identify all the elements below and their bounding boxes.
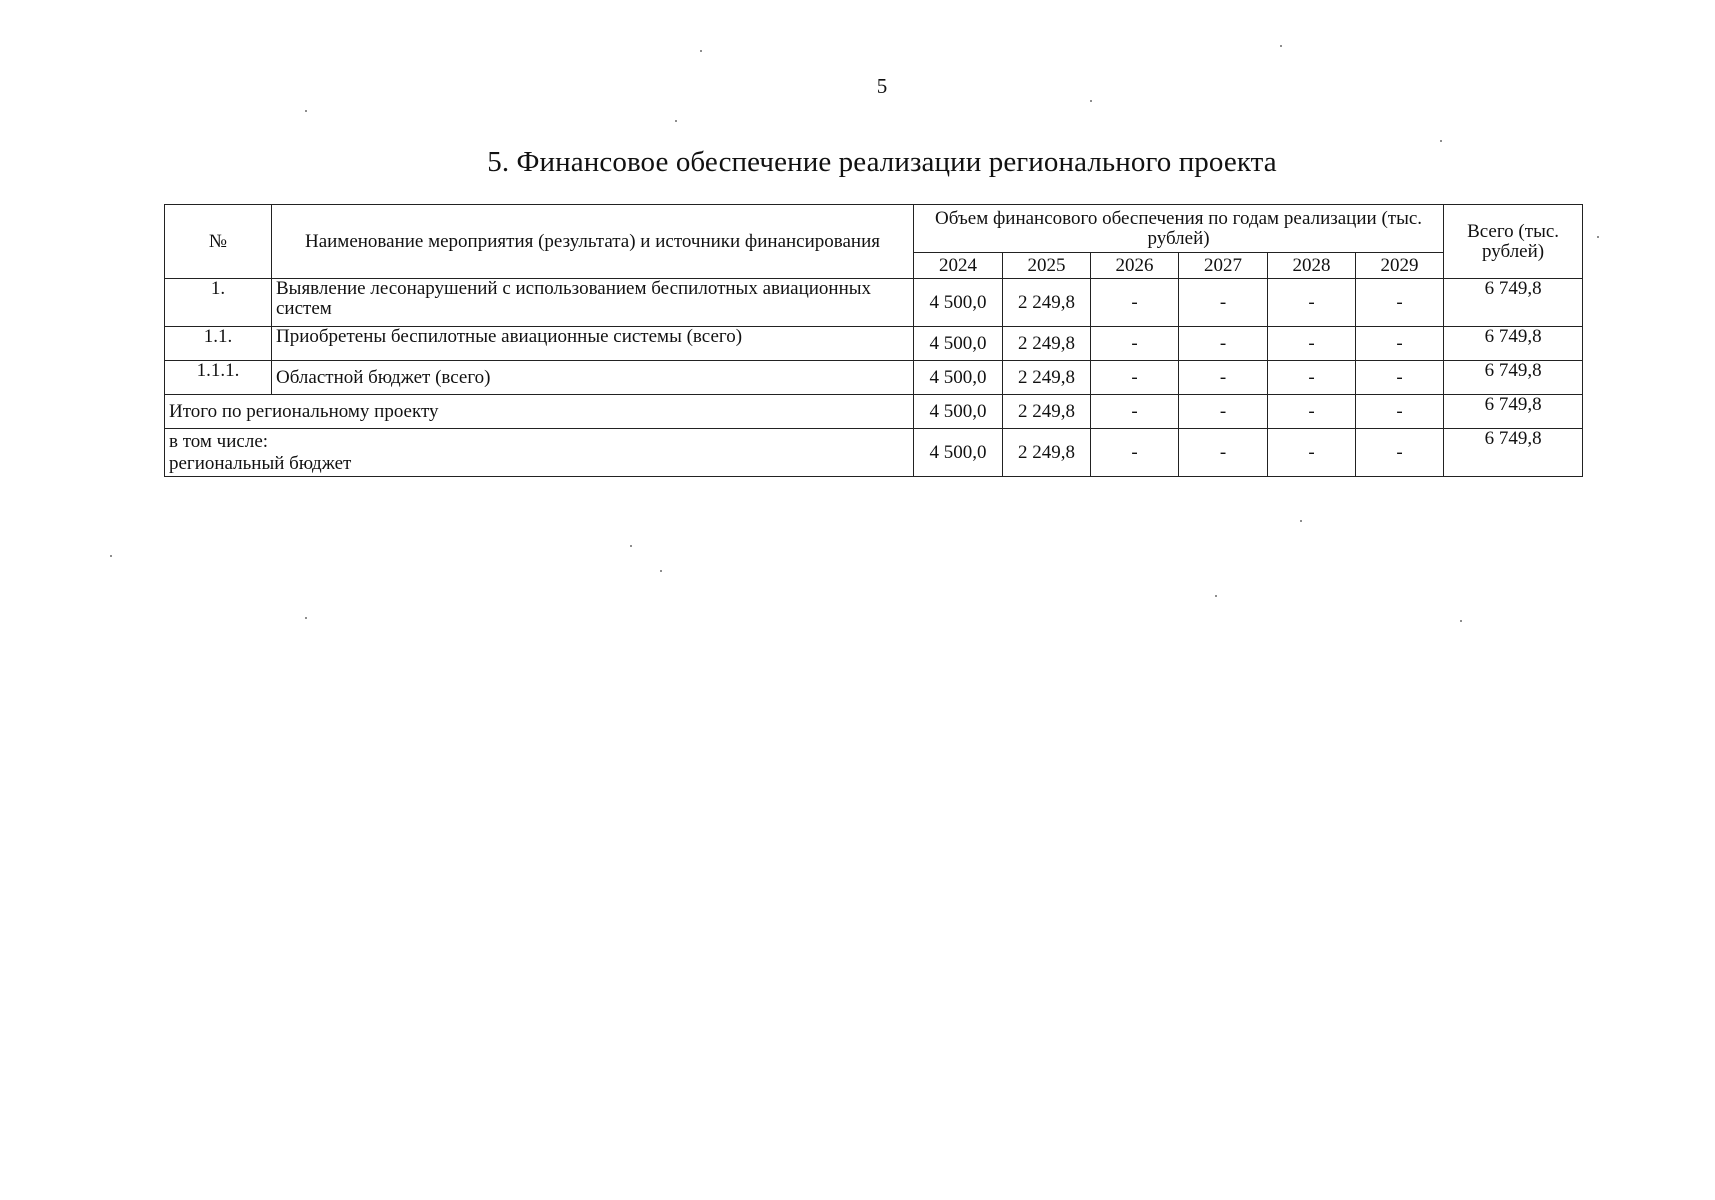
row-value: -: [1091, 279, 1179, 327]
row-value: 2 249,8: [1003, 361, 1091, 395]
row-value: -: [1179, 361, 1268, 395]
row-value: 4 500,0: [914, 279, 1003, 327]
scan-speck: [1215, 595, 1217, 597]
header-year: 2025: [1003, 253, 1091, 279]
summary-value: 4 500,0: [914, 395, 1003, 429]
scan-speck: [1300, 520, 1302, 522]
including-value: 4 500,0: [914, 429, 1003, 477]
row-value: -: [1356, 279, 1444, 327]
scan-speck: [1280, 45, 1282, 47]
table-summary-row: [165, 395, 1583, 429]
page-number: 5: [876, 74, 888, 98]
table-row: [165, 327, 1583, 361]
scan-speck: [1597, 236, 1599, 238]
header-total: Всего (тыс. рублей): [1444, 205, 1583, 279]
header-volume: Объем финансового обеспечения по годам реализации (тыс. рублей): [914, 205, 1444, 253]
section-title: 5. Финансовое обеспечение реализации регионального проекта: [487, 146, 1277, 178]
including-value: -: [1356, 429, 1444, 477]
row-value: 2 249,8: [1003, 327, 1091, 361]
row-value: -: [1091, 361, 1179, 395]
scan-speck: [305, 617, 307, 619]
scan-speck: [675, 120, 677, 122]
row-name: Областной бюджет (всего): [272, 361, 914, 395]
including-value: -: [1179, 429, 1268, 477]
row-value: -: [1179, 279, 1268, 327]
scan-speck: [1440, 140, 1442, 142]
row-value: -: [1268, 361, 1356, 395]
scan-speck: [1460, 620, 1462, 622]
scan-speck: [700, 50, 702, 52]
row-name: Выявление лесонарушений с использованием беспилотных авиационных систем: [272, 279, 914, 327]
scan-speck: [305, 110, 307, 112]
summary-total: 6 749,8: [1444, 395, 1583, 429]
row-number: 1.1.: [165, 327, 272, 361]
including-value: -: [1091, 429, 1179, 477]
row-total: 6 749,8: [1444, 327, 1583, 361]
table-including-row: [165, 429, 1583, 477]
summary-value: -: [1091, 395, 1179, 429]
row-value: 2 249,8: [1003, 279, 1091, 327]
summary-label: Итого по региональному проекту: [165, 395, 914, 429]
row-total: 6 749,8: [1444, 279, 1583, 327]
header-name: Наименование мероприятия (результата) и источники финансирования: [272, 205, 914, 279]
scan-speck: [630, 545, 632, 547]
header-year: 2027: [1179, 253, 1268, 279]
header-year: 2028: [1268, 253, 1356, 279]
header-number: №: [165, 205, 272, 279]
row-value: 4 500,0: [914, 361, 1003, 395]
row-value: -: [1356, 361, 1444, 395]
row-value: -: [1091, 327, 1179, 361]
row-value: 4 500,0: [914, 327, 1003, 361]
summary-value: -: [1356, 395, 1444, 429]
including-label-line1: в том числе:: [169, 430, 269, 452]
header-year: 2026: [1091, 253, 1179, 279]
row-value: -: [1268, 327, 1356, 361]
financing-table: [164, 204, 1583, 477]
row-name: Приобретены беспилотные авиационные системы (всего): [272, 327, 914, 361]
including-label-line2: региональный бюджет: [169, 452, 352, 474]
summary-value: 2 249,8: [1003, 395, 1091, 429]
row-total: 6 749,8: [1444, 361, 1583, 395]
including-value: 2 249,8: [1003, 429, 1091, 477]
including-label: [165, 429, 914, 477]
scan-speck: [110, 555, 112, 557]
row-number: 1.1.1.: [165, 361, 272, 395]
table-row: [165, 361, 1583, 395]
including-total: 6 749,8: [1444, 429, 1583, 477]
table-row: [165, 279, 1583, 327]
scan-speck: [660, 570, 662, 572]
summary-value: -: [1179, 395, 1268, 429]
row-value: -: [1268, 279, 1356, 327]
scan-speck: [1090, 100, 1092, 102]
row-value: -: [1356, 327, 1444, 361]
summary-value: -: [1268, 395, 1356, 429]
header-year: 2024: [914, 253, 1003, 279]
row-value: -: [1179, 327, 1268, 361]
row-number: 1.: [165, 279, 272, 327]
including-value: -: [1268, 429, 1356, 477]
table-header-row: [165, 205, 1583, 253]
header-year: 2029: [1356, 253, 1444, 279]
